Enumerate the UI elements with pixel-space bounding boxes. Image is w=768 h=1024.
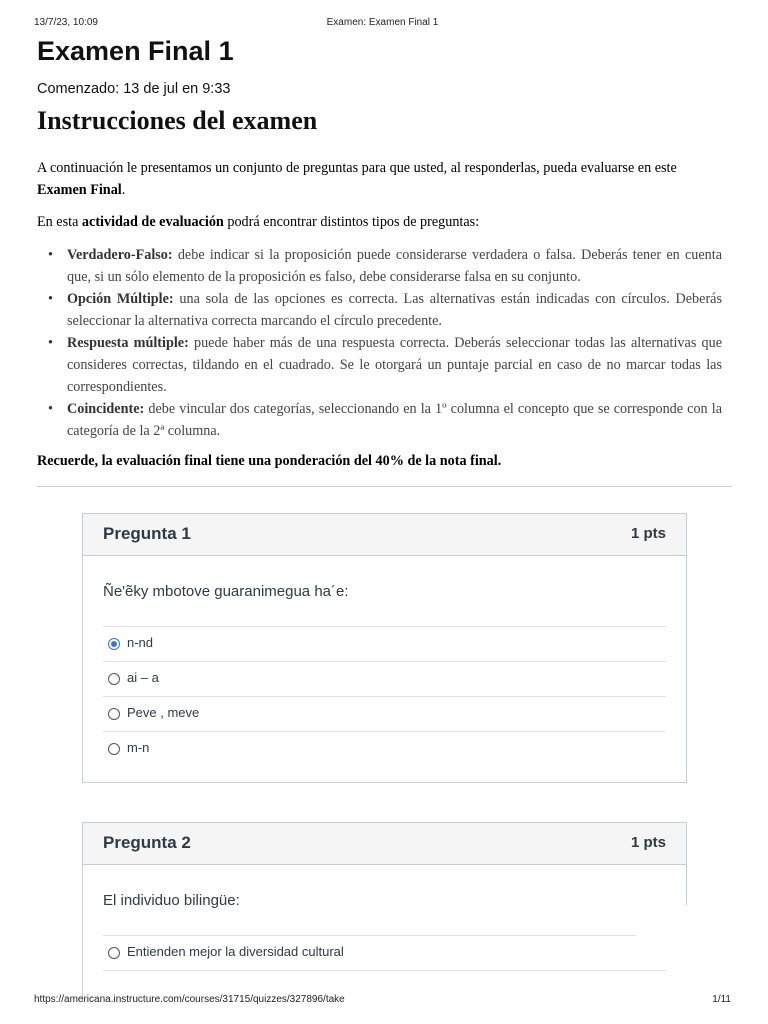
question-types-list	[37, 244, 722, 442]
answer-option[interactable]	[103, 661, 666, 696]
rule-term: Opción Múltiple:	[67, 291, 174, 307]
rule-text: debe indicar si la proposición puede considerarse verdadera o falsa. Deberás tener en cuenta que, si un sólo elemento de la proposición es falso, debe considerarse falsa en su conjunto.	[67, 247, 722, 285]
answer-option[interactable]	[103, 731, 666, 766]
radio-icon[interactable]	[108, 743, 120, 755]
question-card-2	[82, 822, 687, 1002]
question-text: El individuo bilingüe:	[103, 892, 240, 909]
question-text: Ñe'ẽky mbotove guaranimegua ha´e:	[103, 583, 349, 600]
answer-label[interactable]: m-n	[127, 740, 150, 755]
radio-icon[interactable]	[108, 673, 120, 685]
bullet-icon: •	[48, 247, 53, 263]
page-title: Examen Final 1	[37, 36, 234, 66]
radio-selected-icon[interactable]	[108, 638, 120, 650]
answer-label[interactable]: ai – a	[127, 670, 159, 685]
bullet-icon: •	[48, 401, 53, 417]
intro-1-end: .	[121, 182, 126, 198]
rule-item	[37, 288, 722, 332]
rule-text: puede haber más de una respuesta correcta. Deberás seleccionar todas las alternativas que consideres correctas, tildando en el cuadrado. Se le otorgará un puntaje parcial en caso de no marcar todas las correspondientes.	[67, 335, 722, 395]
rule-text: debe vincular dos categorías, seleccionando en la 1º columna el concepto que se corresponde con la categoría de la 2ª columna.	[67, 401, 722, 439]
page-break-mask	[686, 905, 706, 1005]
rule-item	[37, 398, 722, 442]
question-title: Pregunta 1	[103, 524, 191, 543]
print-page-title: Examen: Examen Final 1	[326, 17, 439, 28]
answer-label[interactable]: n-nd	[127, 635, 154, 650]
print-footer	[34, 994, 731, 1008]
print-page-number: 1/11	[712, 994, 731, 1005]
started-value: 13 de jul en 9:33	[123, 81, 231, 97]
question-points: 1 pts	[630, 834, 666, 851]
question-header	[83, 514, 686, 556]
answer-option[interactable]	[103, 696, 666, 731]
answer-option[interactable]	[103, 626, 666, 661]
rule-term: Coincidente:	[67, 401, 145, 417]
started-label: Comenzado:	[37, 81, 120, 97]
print-datetime: 13/7/23, 10:09	[34, 17, 98, 28]
print-url: https://americana.instructure.com/courses/31715/quizzes/327896/take	[34, 994, 345, 1005]
intro-paragraph-1	[37, 157, 717, 201]
print-header	[34, 17, 731, 31]
question-title: Pregunta 2	[103, 833, 191, 852]
question-card-1	[82, 513, 687, 783]
intro-2-end: podrá encontrar distintos tipos de preguntas:	[223, 214, 480, 230]
divider	[37, 486, 732, 487]
started-info	[37, 81, 230, 97]
intro-2-bold: actividad de evaluación	[81, 214, 224, 230]
rule-item	[37, 244, 722, 288]
answer-option[interactable]	[103, 935, 636, 970]
rule-item	[37, 332, 722, 398]
answer-label[interactable]: Entienden mejor la diversidad cultural	[127, 944, 344, 959]
intro-2-text: En esta	[37, 214, 82, 230]
rule-term: Respuesta múltiple:	[67, 335, 189, 351]
reminder-text: Recuerde, la evaluación final tiene una ponderación del 40% de la nota final.	[37, 453, 502, 469]
question-header	[83, 823, 686, 865]
radio-icon[interactable]	[108, 708, 120, 720]
intro-paragraph-2	[37, 211, 717, 233]
intro-1-bold: Examen Final	[37, 182, 122, 198]
answer-label[interactable]: Peve , meve	[127, 705, 200, 720]
answer-list	[103, 626, 666, 766]
rule-term: Verdadero-Falso:	[67, 247, 173, 263]
intro-1-text: A continuación le presentamos un conjunto de preguntas para que usted, al responderlas, pueda evaluarse en este	[37, 160, 677, 176]
bullet-icon: •	[48, 291, 53, 307]
bullet-icon: •	[48, 335, 53, 351]
answer-divider	[103, 970, 666, 971]
radio-icon[interactable]	[108, 947, 120, 959]
instructions-heading: Instrucciones del examen	[37, 106, 318, 135]
answer-list	[103, 935, 636, 971]
question-points: 1 pts	[630, 525, 666, 542]
rule-text: una sola de las opciones es correcta. Las alternativas están indicadas con círculos. Deberás seleccionar la alternativa correcta marcando el círculo precedente.	[67, 291, 722, 329]
